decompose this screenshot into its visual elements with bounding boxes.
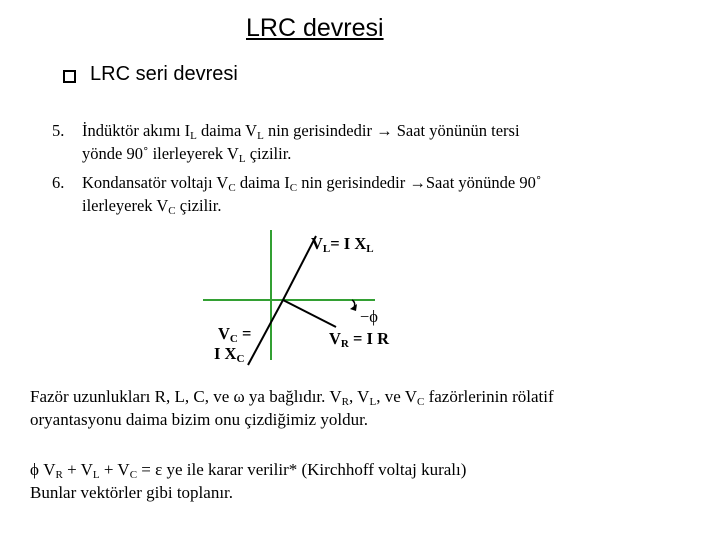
phasor-vc: [248, 300, 283, 365]
paragraph-2-line2: Bunlar vektörler gibi toplanır.: [30, 483, 234, 502]
list-item-6-line2: ilerleyerek $V_C$ çizilir.: [82, 196, 222, 217]
vr-label: $V_R = I$ R: [329, 329, 389, 350]
vc-label-line1: $V_C$ =: [218, 324, 252, 345]
phasor-vr: [283, 300, 336, 327]
paragraph-2-line1: ϕ $V_R + V_L + V_C = \varepsilon$ ye ile karar verilir* (Kirchhoff voltaj kuralı): [30, 460, 467, 481]
page-title: LRC devresi: [246, 14, 384, 42]
right-arrow-icon: →: [376, 121, 393, 140]
paragraph-1-line2: oryantasyonu daima bizim onu çizdiğimiz yoldur.: [30, 410, 369, 429]
right-arrow-icon: →: [409, 173, 426, 192]
list-item-5-number: 5.: [52, 121, 65, 140]
phase-angle-label: −ϕ: [360, 307, 378, 326]
list-item-5-line1: İndüktör akımı $I_L$ daima $V_L$ nin gerisindedir → Saat yönünün tersi: [82, 121, 520, 142]
list-item-6-line1: Kondansatör voltajı $V_C$ daima $I_C$ nin gerisindedir →Saat yönünde 90˚: [82, 173, 542, 194]
vl-label: $V_L= I$ $X_L$: [311, 234, 374, 255]
list-item-5-line2: yönde 90˚ ilerleyerek $V_L$ çizilir.: [82, 144, 292, 165]
section-heading: LRC seri devresi: [90, 63, 238, 85]
paragraph-1-line1: Fazör uzunlukları R, L, C, ve ω ya bağlıdır. $V_R$, $V_L$, ve $V_C$ fazörlerinin rölatif: [30, 387, 554, 408]
list-item-6-number: 6.: [52, 173, 65, 192]
vc-label-line2: I $X_C$: [214, 344, 245, 365]
angle-arrowhead-icon: [350, 304, 357, 311]
